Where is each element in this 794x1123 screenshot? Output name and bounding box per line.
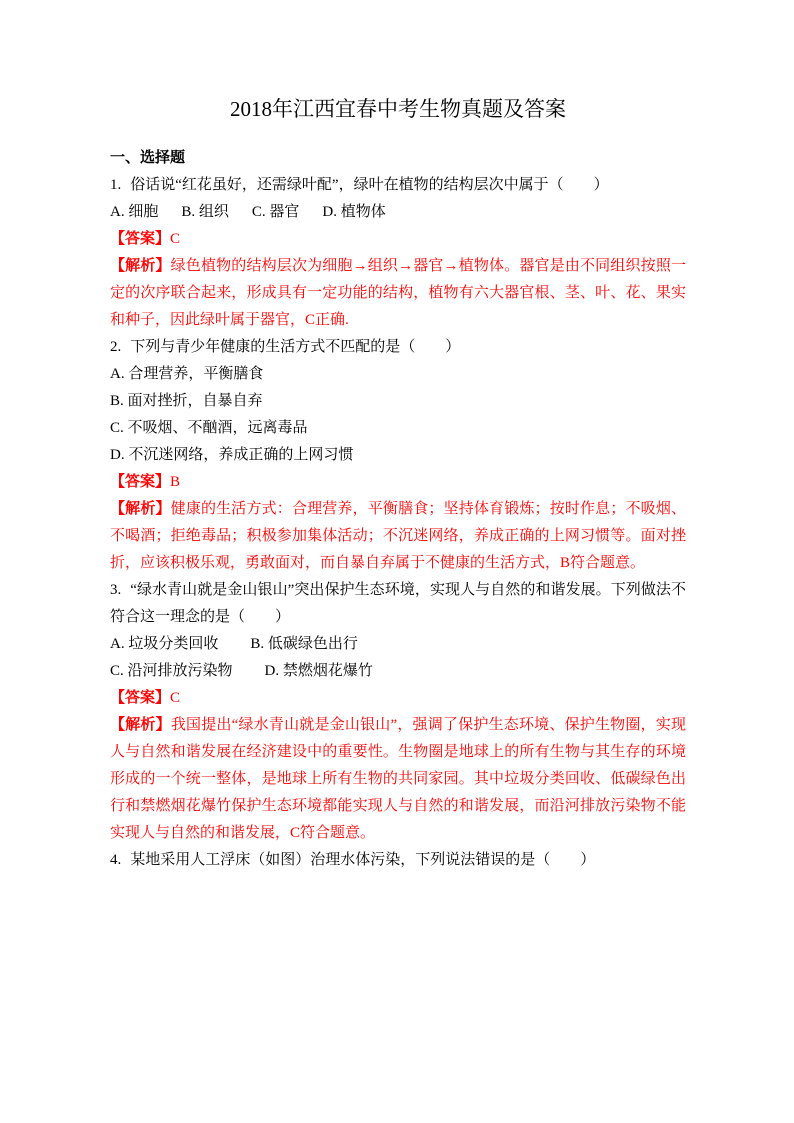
question-2-option-d-text: D. 不沉迷网络，养成正确的上网习惯 [110,447,354,463]
question-1-number: 1. [110,177,122,193]
question-2-option-d [110,442,686,469]
answer-label: 【答案】 [110,690,171,706]
question-1-option-a: A. 细胞 [110,204,159,220]
question-4-number: 4. [110,852,122,868]
question-2-analysis-text: 健康的生活方式：合理营养，平衡膳食；坚持体育锻炼；按时作息；不吸烟、不喝酒；拒绝毒品；积极参加集体活动；不沉迷网络，养成正确的上网习惯等。面对挫折，应该积极乐观，勇敢面对，而自暴自弃属于不健康的生活方式，B符合题意。 [110,501,686,571]
question-1-answer-line [110,226,686,253]
question-2-option-b [110,388,686,415]
question-4-stem-text: 某地采用人工浮床（如图）治理水体污染，下列说法错误的是（ ） [130,852,596,868]
analysis-label: 【解析】 [110,717,171,733]
question-3-option-c: C. 沿河排放污染物 [110,663,233,679]
question-1-option-c: C. 器官 [251,204,300,220]
question-2-number: 2. [110,339,122,355]
question-3-analysis-text: 我国提出“绿水青山就是金山银山”，强调了保护生态环境、保护生物圈，实现人与自然和谐发展在经济建设中的重要性。生物圈是地球上的所有生物与其生存的环境形成的一个统一整体，是地球上所有生物的共同家园。其中垃圾分类回收、低碳绿色出行和禁燃烟花爆竹保护生态环境都能实现人与自然的和谐发展，而沿河排放污染物不能实现人与自然的和谐发展，C符合题意。 [110,717,686,841]
question-4 [110,847,686,874]
question-1-option-b: B. 组织 [181,204,229,220]
question-4-stem [110,847,686,874]
question-2-option-a-text: A. 合理营养，平衡膳食 [110,366,264,382]
question-1 [110,172,686,334]
question-3-option-a: A. 垃圾分类回收 [110,636,219,652]
question-1-options [110,199,686,226]
question-3-answer-line [110,685,686,712]
question-3 [110,577,686,847]
question-1-stem-text: 俗话说“红花虽好，还需绿叶配”，绿叶在植物的结构层次中属于（ ） [130,177,609,193]
question-2-option-c [110,415,686,442]
question-2-option-b-text: B. 面对挫折，自暴自弃 [110,393,263,409]
analysis-label: 【解析】 [110,501,171,517]
question-2-stem [110,334,686,361]
question-2-answer-line [110,469,686,496]
question-1-analysis-text: 绿色植物的结构层次为细胞→组织→器官→植物体。器官是由不同组织按照一定的次序联合起来，形成具有一定功能的结构，植物有六大器官根、茎、叶、花、果实和种子，因此绿叶属于器官，C正确. [110,258,686,328]
question-3-options-row-1 [110,631,686,658]
answer-label: 【答案】 [110,474,171,490]
question-1-analysis-line [110,253,686,334]
section-heading: 一、选择题 [110,150,186,166]
question-2-option-a [110,361,686,388]
question-1-stem [110,172,686,199]
question-3-option-b: B. 低碳绿色出行 [250,636,358,652]
question-3-analysis-line [110,712,686,847]
analysis-label: 【解析】 [110,258,171,274]
question-2 [110,334,686,577]
question-1-answer-value: C [170,231,181,247]
question-3-stem-text: “绿水青山就是金山银山”突出保护生态环境，实现人与自然的和谐发展。下列做法不符合这一理念的是（ ） [110,582,686,625]
page-title: 2018年江西宜春中考生物真题及答案 [230,97,566,121]
question-2-analysis-line [110,496,686,577]
question-1-option-d: D. 植物体 [322,204,386,220]
question-3-option-d: D. 禁燃烟花爆竹 [264,663,373,679]
question-3-number: 3. [110,582,122,598]
question-3-options-row-2 [110,658,686,685]
question-3-stem [110,577,686,631]
question-2-answer-value: B [170,474,181,490]
answer-label: 【答案】 [110,231,171,247]
question-2-option-c-text: C. 不吸烟、不酗酒，远离毒品 [110,420,308,436]
question-2-stem-text: 下列与青少年健康的生活方式不匹配的是（ ） [130,339,461,355]
question-3-answer-value: C [170,690,181,706]
